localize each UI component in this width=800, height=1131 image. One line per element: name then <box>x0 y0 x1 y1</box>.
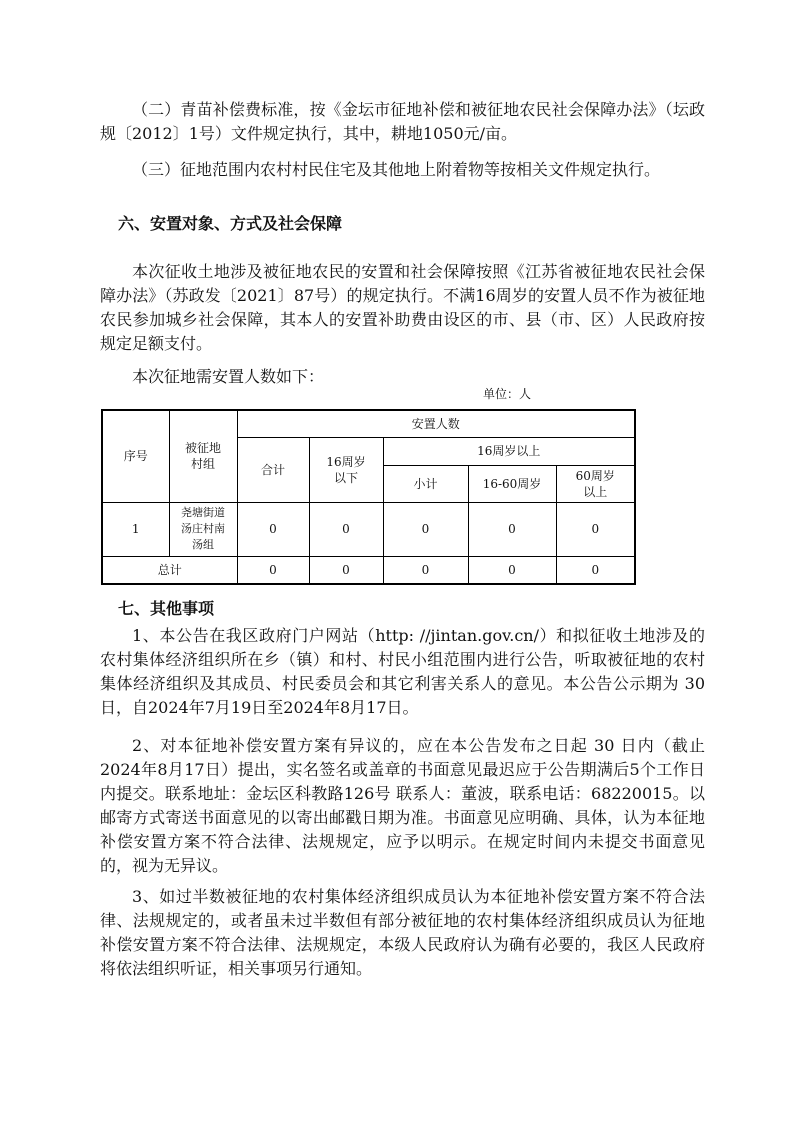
header-village-group <box>169 410 237 502</box>
paragraph-objection-procedure: 2、对本征地补偿安置方案有异议的，应在本公告发布之日起 30 日内（截止2024年8月17日）提出，实名签名或盖章的书面意见最迟应于公告期满后5个工作日内提交。联系地址：金坛区科教路126号 联系人：董波，联系电话：68220015。以邮寄方式寄送书面意见的以寄出邮戳日期为准。书面意见应明确、具体，认为本征地补偿安置方案不符合法律、法规规定，应予以明示。在规定时间内未提交书面意见的，视为无异议。 <box>100 736 705 875</box>
cell-no: 1 <box>102 502 169 556</box>
header-under16 <box>309 437 383 502</box>
header-total: 合计 <box>237 437 309 502</box>
paragraph-resettle-count-intro: 本次征地需安置人数如下： <box>132 367 325 386</box>
paragraph-seedling-compensation: （二）青苗补偿费标准，按《金坛市征地补偿和被征地农民社会保障办法》（坛政规〔2012〕1号）文件规定执行，其中，耕地1050元/亩。 <box>100 100 705 143</box>
table-row <box>102 502 635 556</box>
cell-under16: 0 <box>309 502 383 556</box>
header-no: 序号 <box>102 410 169 502</box>
header-resettle-count: 安置人数 <box>237 410 635 437</box>
section-heading-other-matters: 七、其他事项 <box>118 599 215 618</box>
header-16-60: 16-60周岁 <box>468 465 556 502</box>
cell-16-60: 0 <box>468 502 556 556</box>
header-subtotal: 小计 <box>383 465 468 502</box>
paragraph-social-security: 本次征收土地涉及被征地农民的安置和社会保障按照《江苏省被征地农民社会保障办法》（苏政发〔2021〕87号）的规定执行。不满16周岁的安置人员不作为被征地农民参加城乡社会保障，其本人的安置补助费由设区的市、县（市、区）人民政府按规定足额支付。 <box>100 262 705 353</box>
cell-sum-under16: 0 <box>309 556 383 584</box>
header-60plus-text: 60周岁以上 <box>575 468 615 499</box>
table-unit-label: 单位：人 <box>483 387 532 401</box>
cell-village-group-text: 尧塘街道汤庄村南汤组 <box>180 506 225 551</box>
cell-subtotal: 0 <box>383 502 468 556</box>
cell-village-group <box>169 502 237 556</box>
cell-60plus: 0 <box>556 502 635 556</box>
cell-sum-subtotal: 0 <box>383 556 468 584</box>
section-heading-resettlement: 六、安置对象、方式及社会保障 <box>118 214 343 233</box>
paragraph-residence-attachments: （三）征地范围内农村村民住宅及其他地上附着物等按相关文件规定执行。 <box>132 160 661 179</box>
header-village-group-text: 被征地村组 <box>184 441 221 472</box>
cell-sum-60plus: 0 <box>556 556 635 584</box>
paragraph-hearing: 3、如过半数被征地的农村集体经济组织成员认为本征地补偿安置方案不符合法律、法规规定的，或者虽未过半数但有部分被征地的农村集体经济组织成员认为征地补偿安置方案不符合法律、法规规定，本级人民政府认为确有必要的，我区人民政府将依法组织听证，相关事项另行通知。 <box>100 887 705 978</box>
header-over16: 16周岁以上 <box>383 437 635 465</box>
paragraph-announcement-period: 1、本公告在我区政府门户网站（http: //jintan.gov.cn/）和拟征收土地涉及的农村集体经济组织所在乡（镇）和村、村民小组范围内进行公告，听取被征地的农村集体经济组织及其成员、村民委员会和其它利害关系人的意见。本公告公示期为 30 日，自2024年7月19日至2024年8月17日。 <box>100 626 705 717</box>
table-header-row-1 <box>102 410 635 437</box>
cell-sum-16-60: 0 <box>468 556 556 584</box>
cell-total: 0 <box>237 502 309 556</box>
resettlement-table <box>101 409 636 585</box>
header-60plus <box>556 465 635 502</box>
cell-sum-total: 0 <box>237 556 309 584</box>
cell-sum-label: 总计 <box>102 556 237 584</box>
table-total-row <box>102 556 635 584</box>
header-under16-text: 16周岁以下 <box>326 454 366 485</box>
